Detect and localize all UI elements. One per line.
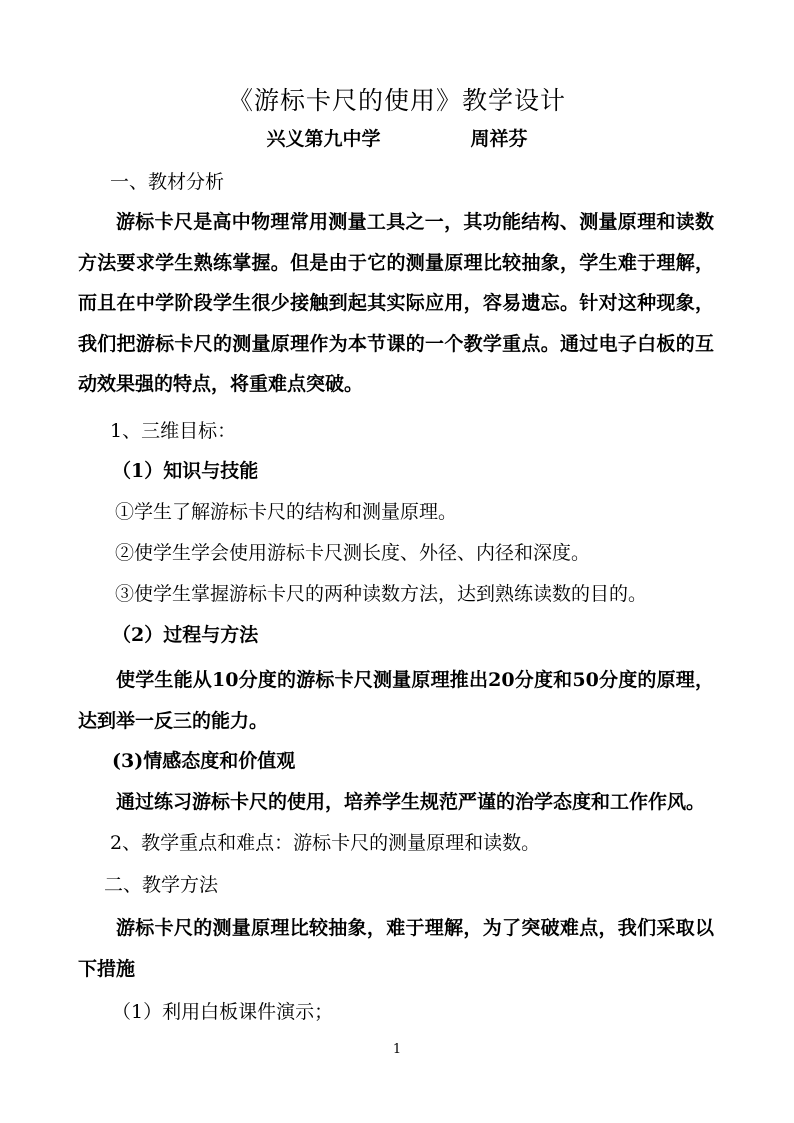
knowledge-item-1: ①学生了解游标卡尺的结构和测量原理。 xyxy=(115,501,458,523)
process-paragraph: 使学生能从10分度的游标卡尺测量原理推出20分度和50分度的原理，达到举一反三的能力。 xyxy=(78,669,714,732)
emotion-paragraph: 通过练习游标卡尺的使用，培养学生规范严谨的治学态度和工作作风。 xyxy=(116,791,706,813)
analysis-paragraph: 游标卡尺是高中物理常用测量工具之一，其功能结构、测量原理和读数方法要求学生熟练掌握。但是由于它的测量原理比较抽象，学生难于理解，而且在中学阶段学生很少接触到起其实际应用，容易遗忘。针对这种现象，我们把游标卡尺的测量原理作为本节课的一个教学重点。通过电子白板的互动效果强的特点，将重难点突破。 xyxy=(78,211,714,395)
method-paragraph: 游标卡尺的测量原理比较抽象，难于理解，为了突破难点，我们采取以下措施 xyxy=(78,917,714,980)
section-heading-method: 二、教学方法 xyxy=(104,874,219,896)
author-name: 周祥芬 xyxy=(470,128,528,150)
key-points-line: 2、教学重点和难点：游标卡尺的测量原理和读数。 xyxy=(110,832,541,854)
author-line xyxy=(0,127,794,151)
subheading-knowledge: （1）知识与技能 xyxy=(112,460,259,482)
subheading-emotion: (3)情感态度和价值观 xyxy=(112,750,296,772)
document-title: 《游标卡尺的使用》教学设计 xyxy=(227,86,566,115)
knowledge-item-3: ③使学生掌握游标卡尺的两种读数方法，达到熟练读数的目的。 xyxy=(115,583,648,605)
school-name: 兴义第九中学 xyxy=(266,128,381,150)
subheading-process: （2）过程与方法 xyxy=(112,624,259,646)
section-heading-analysis: 一、教材分析 xyxy=(110,171,225,193)
knowledge-item-2: ②使学生学会使用游标卡尺测长度、外径、内径和深度。 xyxy=(115,542,591,564)
section-heading-goals: 1、三维目标： xyxy=(110,420,237,442)
method-item-1: （1）利用白板课件演示； xyxy=(112,1001,334,1023)
page-number: 1 xyxy=(392,1042,402,1057)
